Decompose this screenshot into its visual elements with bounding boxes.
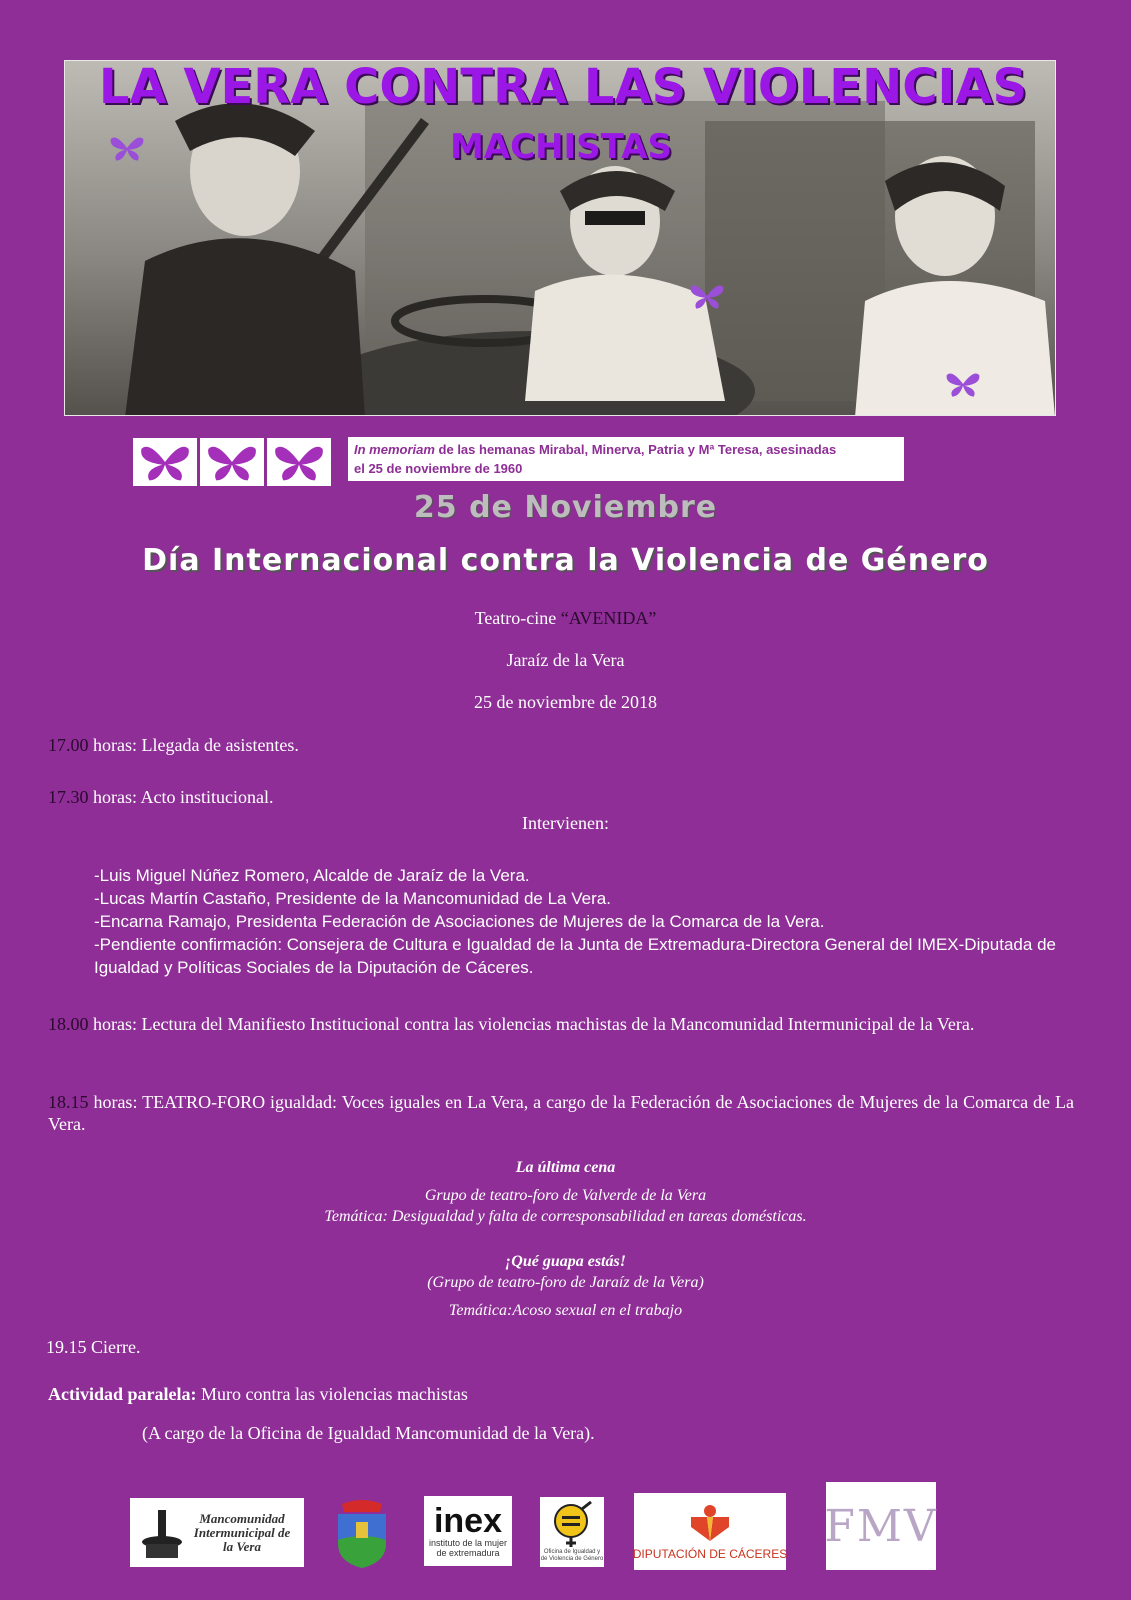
play-1-title: La última cena <box>515 1159 616 1176</box>
mancomunidad-name: Mancomunidad Intermunicipal de la Vera <box>193 1510 291 1554</box>
schedule-item-manifesto <box>48 1013 1074 1035</box>
schedule-text: horas: Acto institucional. <box>88 787 274 807</box>
butterfly-icon <box>689 281 725 311</box>
schedule-time: 17.30 <box>48 787 89 807</box>
oficina-name: Oficina de Igualdad y de Violencia de Género <box>540 1549 604 1562</box>
speaker-item: -Luis Miguel Núñez Romero, Alcalde de Jaraíz de la Vera. <box>94 866 530 885</box>
poster-title-line-1: LA VERA CONTRA LAS VIOLENCIAS <box>98 60 1028 115</box>
memorial-text: de las hemanas Mirabal, Minerva, Patria y Mª Teresa, asesinadas <box>434 442 837 457</box>
memorial-italic: In memoriam <box>354 442 435 457</box>
memorial-caption <box>348 437 904 481</box>
schedule-item-theatre <box>48 1091 1074 1135</box>
intervienen-label: Intervienen: <box>522 813 609 833</box>
schedule-text: horas: Llegada de asistentes. <box>88 735 299 755</box>
butterfly-icon <box>945 369 981 399</box>
schedule-time: 17.00 <box>48 735 89 755</box>
diputacion-emblem-icon <box>687 1503 733 1543</box>
imex-wordmark: inex <box>433 1502 503 1540</box>
venue-prefix: Teatro-cine <box>474 608 561 628</box>
diputacion-name: DIPUTACIÓN DE CÁCERES <box>632 1546 788 1561</box>
imex-logo <box>424 1496 512 1566</box>
schedule-item-institutional <box>48 786 273 808</box>
venue-theatre-name: “AVENIDA” <box>560 608 657 628</box>
memorial-date: el 25 de noviembre de 1960 <box>354 461 523 476</box>
speaker-item: -Lucas Martín Castaño, Presidente de la Mancomunidad de La Vera. <box>94 889 611 908</box>
venue-name <box>0 607 1131 629</box>
memorial-butterflies <box>133 438 331 486</box>
butterfly-icon <box>270 441 328 483</box>
oficina-igualdad-logo <box>540 1497 604 1567</box>
schedule-item-arrival <box>48 734 299 756</box>
butterfly-tile <box>133 438 197 486</box>
butterfly-icon <box>136 441 194 483</box>
butterfly-tile <box>200 438 264 486</box>
fountain-icon <box>140 1506 184 1560</box>
jaraiz-coat-of-arms <box>330 1498 394 1570</box>
hero-photo <box>64 60 1056 416</box>
play-1-theme: Temática: Desigualdad y falta de corresponsabilidad en tareas domésticas. <box>324 1208 807 1225</box>
speaker-item: -Pendiente confirmación: Consejera de Cultura e Igualdad de la Junta de Extremadura-Directora General del IMEX-Diputada de Igualdad y Políticas Sociales de la Diputación de Cáceres. <box>94 935 1056 977</box>
speakers-list <box>94 864 1064 979</box>
date-heading: 25 de Noviembre <box>413 490 718 525</box>
coat-of-arms-icon <box>332 1498 392 1570</box>
closing-time: 19.15 Cierre. <box>46 1337 141 1357</box>
butterfly-icon <box>109 133 145 163</box>
imex-subtitle-2: de extremadura <box>436 1548 500 1558</box>
venue-town: Jaraíz de la Vera <box>506 650 625 670</box>
play-1-group: Grupo de teatro-foro de Valverde de la Vera <box>424 1187 707 1204</box>
schedule-text: horas: TEATRO-FORO igualdad: Voces iguales en La Vera, a cargo de la Federación de Asociaciones de Mujeres de la Comarca de La Vera. <box>48 1092 1074 1134</box>
butterfly-tile <box>267 438 331 486</box>
imex-subtitle-1: instituto de la mujer <box>428 1538 508 1548</box>
play-2-group: (Grupo de teatro-foro de Jaraíz de la Vera) <box>427 1274 704 1291</box>
schedule-time: 18.15 <box>48 1092 89 1112</box>
butterfly-icon <box>203 441 261 483</box>
parallel-activity-text: Muro contra las violencias machistas <box>196 1384 468 1404</box>
speaker-item: -Encarna Ramajo, Presidenta Federación de Asociaciones de Mujeres de la Comarca de la Vera. <box>94 912 825 931</box>
federacion-mujeres-logo <box>826 1482 936 1570</box>
event-date: 25 de noviembre de 2018 <box>474 692 657 712</box>
parallel-activity <box>48 1383 468 1405</box>
schedule-text: horas: Lectura del Manifiesto Institucional contra las violencias machistas de la Mancomunidad Intermunicipal de la Vera. <box>88 1014 975 1034</box>
main-heading: Día Internacional contra la Violencia de Género <box>142 543 989 578</box>
play-2-theme: Temática:Acoso sexual en el trabajo <box>448 1302 683 1319</box>
poster-title-line-2: MACHISTAS <box>449 127 673 167</box>
play-2-title: ¡Qué guapa estás! <box>505 1253 626 1270</box>
diputacion-caceres-logo <box>634 1493 786 1570</box>
schedule-time: 18.00 <box>48 1014 89 1034</box>
parallel-activity-label: Actividad paralela: <box>48 1384 197 1404</box>
mancomunidad-logo <box>130 1498 304 1567</box>
fmv-wordmark: FMV <box>824 1500 938 1552</box>
parallel-activity-note: (A cargo de la Oficina de Igualdad Mancomunidad de la Vera). <box>142 1423 595 1443</box>
equality-symbol-icon <box>549 1501 595 1549</box>
